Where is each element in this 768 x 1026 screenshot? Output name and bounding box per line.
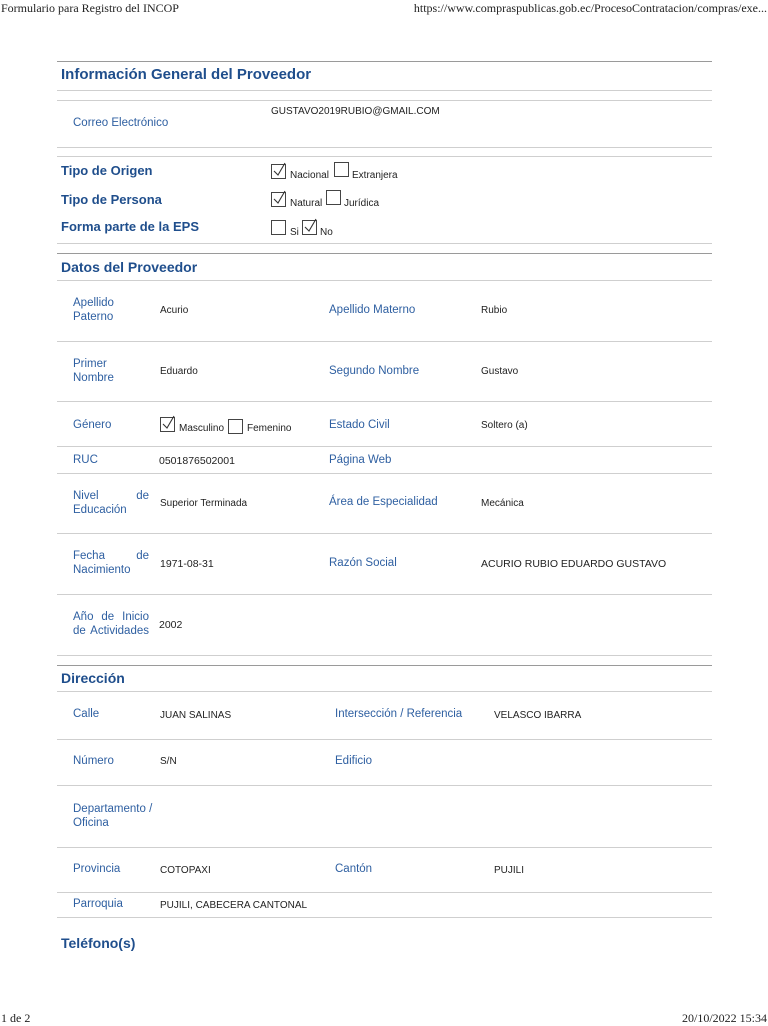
apellido-materno-value: Rubio (481, 305, 508, 316)
edificio-label: Edificio (335, 755, 373, 767)
section-title-proveedor: Datos del Proveedor (61, 259, 198, 275)
checkmark-icon (272, 190, 287, 206)
segundo-nombre-label: Segundo Nombre (329, 365, 420, 377)
provincia-label: Provincia (73, 863, 121, 875)
checkbox-si[interactable] (271, 220, 286, 235)
tipo-origen-label: Tipo de Origen (61, 163, 153, 178)
divider (57, 847, 712, 848)
nivel-educacion-value: Superior Terminada (160, 498, 248, 509)
section-title-telefonos: Teléfono(s) (61, 935, 136, 951)
anio-inicio-label: Año de Inicio de Actividades (73, 611, 149, 637)
divider (57, 341, 712, 342)
provincia-value: COTOPAXI (160, 865, 211, 876)
checkbox-label-masculino: Masculino (179, 423, 225, 434)
segundo-nombre-value: Gustavo (481, 366, 519, 377)
divider (57, 156, 712, 157)
divider (57, 739, 712, 740)
checkbox-label-extranjera: Extranjera (352, 170, 398, 181)
checkmark-icon (303, 218, 318, 234)
checkbox-label-femenino: Femenino (247, 423, 292, 434)
interseccion-value: VELASCO IBARRA (494, 710, 582, 721)
area-especialidad-value: Mecánica (481, 498, 524, 509)
apellido-paterno-label: Apellido Paterno (73, 297, 114, 323)
estado-civil-label: Estado Civil (329, 419, 390, 431)
primer-nombre-value: Eduardo (160, 366, 198, 377)
divider (57, 280, 712, 281)
page-number: 1 de 2 (1, 1011, 31, 1025)
page-url: https://www.compraspublicas.gob.ec/ProcesoContratacion/compras/exe... (413, 1, 767, 15)
checkbox-label-no: No (320, 227, 333, 238)
divider (57, 917, 712, 918)
divider (57, 655, 712, 656)
ruc-label: RUC (73, 454, 98, 466)
divider (57, 594, 712, 595)
pagina-web-label: Página Web (329, 454, 392, 466)
checkbox-label-natural: Natural (290, 198, 323, 209)
ruc-value: 0501876502001 (159, 455, 235, 467)
checkbox-natural[interactable] (271, 192, 286, 207)
divider (57, 100, 712, 101)
numero-label: Número (73, 755, 114, 767)
divider (57, 253, 712, 254)
checkbox-no[interactable] (302, 220, 317, 235)
checkmark-icon (161, 415, 176, 431)
apellido-paterno-value: Acurio (160, 305, 189, 316)
primer-nombre-label: Primer Nombre (73, 358, 114, 384)
estado-civil-value: Soltero (a) (481, 420, 528, 431)
anio-inicio-value: 2002 (159, 619, 183, 631)
divider (57, 90, 712, 91)
divider (57, 691, 712, 692)
razon-social-label: Razón Social (329, 557, 397, 569)
checkbox-juridica[interactable] (326, 190, 341, 205)
canton-label: Cantón (335, 863, 373, 875)
divider (57, 473, 712, 474)
departamento-label: Departamento / Oficina (73, 803, 153, 829)
genero-label: Género (73, 419, 112, 431)
page-title: Formulario para Registro del INCOP (1, 1, 179, 15)
nivel-educacion-label: Nivel de Educación (73, 490, 149, 516)
divider (57, 401, 712, 402)
checkbox-nacional[interactable] (271, 164, 286, 179)
numero-value: S/N (160, 756, 177, 767)
area-especialidad-label: Área de Especialidad (329, 496, 438, 508)
divider (57, 243, 712, 244)
divider (57, 892, 712, 893)
email-value: GUSTAVO2019RUBIO@GMAIL.COM (271, 106, 440, 117)
checkbox-femenino[interactable] (228, 419, 243, 434)
checkbox-label-si: Si (290, 227, 299, 238)
apellido-materno-label: Apellido Materno (329, 304, 416, 316)
checkmark-icon (272, 162, 287, 178)
fecha-nacimiento-value: 1971-08-31 (160, 558, 214, 570)
email-label: Correo Electrónico (73, 117, 169, 129)
calle-label: Calle (73, 708, 100, 720)
divider (57, 533, 712, 534)
parroquia-value: PUJILI, CABECERA CANTONAL (160, 900, 308, 911)
divider (57, 785, 712, 786)
divider (57, 446, 712, 447)
fecha-nacimiento-label: Fecha de Nacimiento (73, 550, 149, 576)
interseccion-label: Intersección / Referencia (335, 708, 463, 720)
checkbox-label-juridica: Jurídica (344, 198, 380, 209)
checkbox-masculino[interactable] (160, 417, 175, 432)
section-title-general: Información General del Proveedor (61, 66, 312, 83)
divider (57, 665, 712, 666)
canton-value: PUJILI (494, 865, 525, 876)
checkbox-label-nacional: Nacional (290, 170, 329, 181)
calle-value: JUAN SALINAS (160, 710, 232, 721)
parroquia-label: Parroquia (73, 898, 123, 910)
checkbox-extranjera[interactable] (334, 162, 349, 177)
eps-label: Forma parte de la EPS (61, 219, 199, 234)
divider (57, 61, 712, 62)
razon-social-value: ACURIO RUBIO EDUARDO GUSTAVO (481, 558, 667, 570)
tipo-persona-label: Tipo de Persona (61, 192, 162, 207)
section-title-direccion: Dirección (61, 670, 125, 686)
print-datetime: 20/10/2022 15:34 (681, 1011, 767, 1025)
divider (57, 147, 712, 148)
